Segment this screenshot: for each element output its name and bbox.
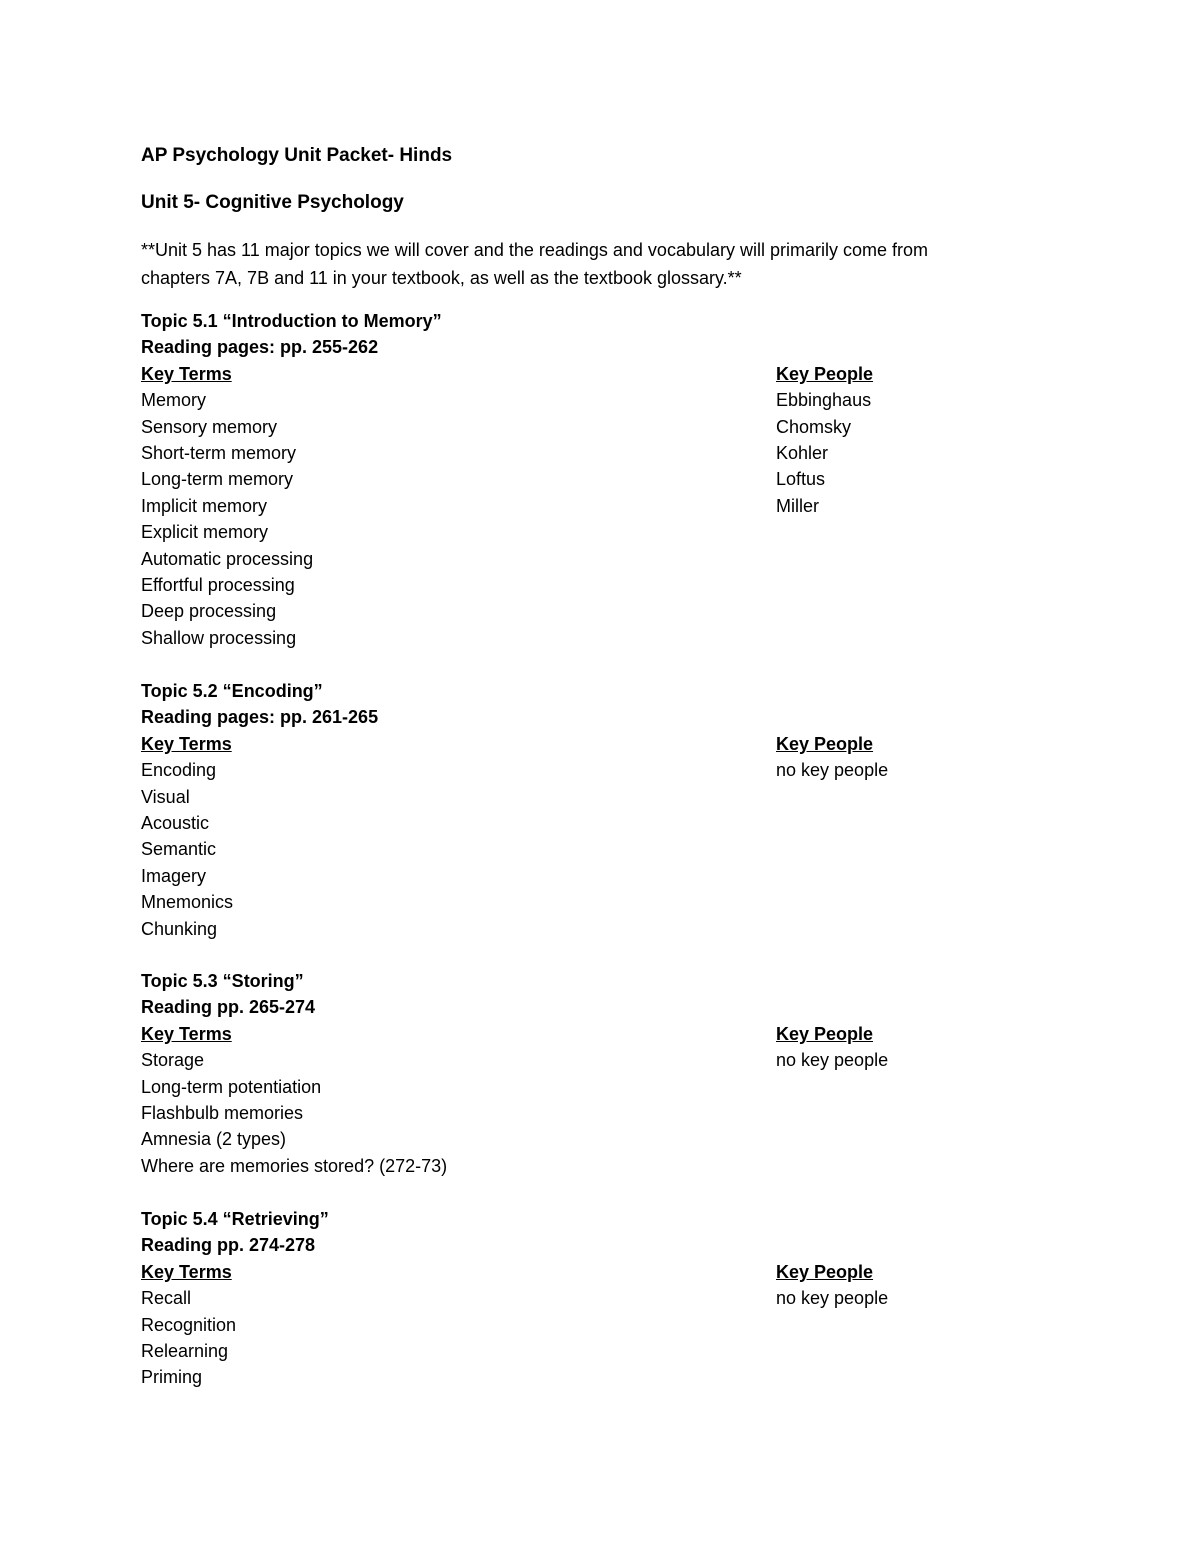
reading-pages: Reading pp. 274-278: [141, 1235, 316, 1256]
reading-pages: Reading pages: pp. 261-265: [141, 707, 379, 728]
key-term: Storage: [141, 1050, 205, 1071]
topic-title: Topic 5.1 “Introduction to Memory”: [141, 311, 442, 331]
key-term: Chunking: [141, 918, 218, 939]
key-terms-column: [141, 361, 313, 651]
key-people-header: Key People: [776, 363, 874, 384]
key-person: no key people: [776, 760, 889, 781]
key-term: Effortful processing: [141, 574, 295, 595]
key-term: Sensory memory: [141, 416, 278, 437]
key-person: Kohler: [776, 442, 829, 463]
key-term: Amnesia (2 types): [141, 1129, 287, 1150]
key-term: Acoustic: [141, 812, 210, 833]
key-person: no key people: [776, 1288, 889, 1309]
key-terms-header: Key Terms: [141, 363, 232, 384]
reading-pages: Reading pages: pp. 255-262: [141, 337, 379, 358]
key-terms-header: Key Terms: [141, 733, 232, 754]
intro-line: **Unit 5 has 11 major topics we will cover and the readings and vocabulary will primarily come from: [141, 240, 928, 260]
key-people-header: Key People: [776, 733, 874, 754]
key-term: Encoding: [141, 760, 217, 781]
key-term: Visual: [141, 786, 190, 807]
intro-paragraph: [141, 236, 1041, 292]
key-term: Recall: [141, 1288, 192, 1309]
topic-section: [141, 968, 1041, 1176]
topic-section: [141, 678, 1041, 939]
document-title: AP Psychology Unit Packet- Hinds: [141, 145, 453, 166]
key-term: Relearning: [141, 1340, 229, 1361]
key-people-column: [776, 1021, 888, 1074]
key-term: Priming: [141, 1367, 203, 1388]
key-term: Semantic: [141, 839, 217, 860]
key-term: Automatic processing: [141, 548, 314, 569]
key-people-column: [776, 361, 873, 519]
key-terms-header: Key Terms: [141, 1261, 232, 1282]
key-term: Flashbulb memories: [141, 1102, 304, 1123]
key-person: no key people: [776, 1050, 889, 1071]
key-person: Chomsky: [776, 416, 852, 437]
key-term: Deep processing: [141, 601, 277, 622]
topic-title: Topic 5.3 “Storing”: [141, 971, 304, 991]
key-person: Loftus: [776, 469, 826, 490]
key-term: Long-term potentiation: [141, 1076, 322, 1097]
reading-pages: Reading pp. 265-274: [141, 997, 316, 1018]
topic-section: [141, 1206, 1041, 1388]
key-term: Memory: [141, 390, 207, 411]
key-terms-header: Key Terms: [141, 1023, 232, 1044]
key-term: Where are memories stored? (272-73): [141, 1155, 448, 1176]
key-people-column: [776, 731, 888, 784]
key-person: Miller: [776, 495, 819, 516]
key-term: Imagery: [141, 865, 207, 886]
key-terms-column: [141, 1259, 236, 1391]
key-person: Ebbinghaus: [776, 390, 872, 411]
key-term: Explicit memory: [141, 522, 269, 543]
key-term: Recognition: [141, 1314, 237, 1335]
key-term: Implicit memory: [141, 495, 268, 516]
key-people-header: Key People: [776, 1261, 874, 1282]
key-terms-column: [141, 1021, 447, 1179]
intro-line: chapters 7A, 7B and 11 in your textbook, as well as the textbook glossary.**: [141, 268, 742, 288]
topic-section: [141, 308, 1041, 648]
key-term: Mnemonics: [141, 892, 234, 913]
key-term: Short-term memory: [141, 442, 297, 463]
topic-title: Topic 5.2 “Encoding”: [141, 681, 323, 701]
topic-title: Topic 5.4 “Retrieving”: [141, 1209, 329, 1229]
key-people-column: [776, 1259, 888, 1312]
unit-title: Unit 5- Cognitive Psychology: [141, 192, 404, 213]
key-people-header: Key People: [776, 1023, 874, 1044]
key-term: Shallow processing: [141, 627, 297, 648]
key-term: Long-term memory: [141, 469, 294, 490]
key-terms-column: [141, 731, 233, 942]
